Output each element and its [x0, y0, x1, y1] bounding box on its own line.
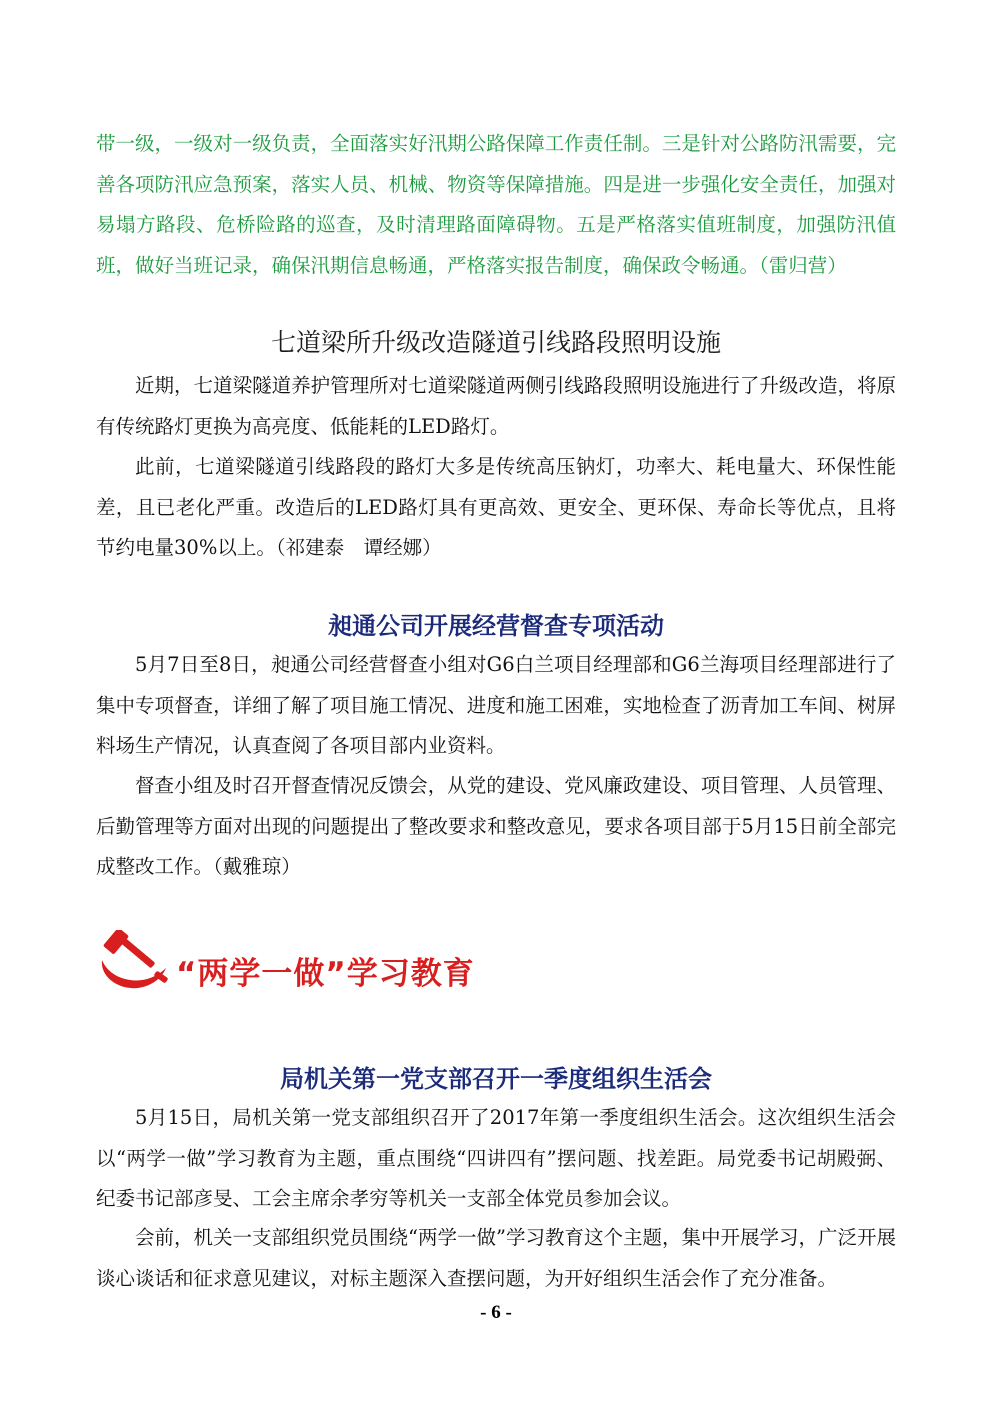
inspection-paragraph-2: 督查小组及时召开督查情况反馈会，从党的建设、党风廉政建设、项目管理、人员管理、后勤管理等方面对出现的问题提出了整改要求和整改意见，要求各项目部于5月15日前全部完成整改工作。（戴雅琼） [96, 774, 896, 878]
lighting-article-title: 七道梁所升级改造隧道引线路段照明设施 [270, 328, 721, 357]
lighting-paragraph-2: 此前，七道梁隧道引线路段的路灯大多是传统高压钠灯，功率大、耗电量大、环保性能差，且已老化严重。改造后的LED路灯具有更高效、更安全、更环保、寿命长等优点，且将节约电量30%以上。（祁建泰 谭经娜） [96, 455, 896, 559]
meeting-paragraph-2: 会前，机关一支部组织党员围绕“两学一做”学习教育这个主题，集中开展学习，广泛开展谈心谈话和征求意见建议，对标主题深入查摆问题，为开好组织生活会作了充分准备。 [96, 1226, 896, 1290]
lighting-paragraph-1: 近期，七道梁隧道养护管理所对七道梁隧道两侧引线路段照明设施进行了升级改造，将原有传统路灯更换为高亮度、低能耗的LED路灯。 [96, 374, 896, 438]
hammer-sickle-icon [94, 930, 172, 994]
inspection-article-title: 昶通公司开展经营督查专项活动 [328, 611, 664, 640]
flood-article-continuation: 带一级，一级对一级负责，全面落实好汛期公路保障工作责任制。三是针对公路防汛需要，完善各项防汛应急预案，落实人员、机械、物资等保障措施。四是进一步强化安全责任，加强对易塌方路段、危桥险路的巡查，及时清理路面障碍物。五是严格落实值班制度，加强防汛值班，做好当班记录，确保汛期信息畅通，严格落实报告制度，确保政令畅通。（雷归营） [96, 132, 896, 277]
section-title: “两学一做”学习教育 [176, 956, 475, 992]
meeting-article-title: 局机关第一党支部召开一季度组织生活会 [280, 1064, 712, 1093]
section-banner [94, 930, 514, 1000]
page-number: - 6 - [480, 1302, 512, 1323]
meeting-paragraph-1: 5月15日，局机关第一党支部组织召开了2017年第一季度组织生活会。这次组织生活会以“两学一做”学习教育为主题，重点围绕“四讲四有”摆问题、找差距。局党委书记胡殿弼、纪委书记部彦旻、工会主席余孝穷等机关一支部全体党员参加会议。 [96, 1106, 896, 1210]
inspection-paragraph-1: 5月7日至8日，昶通公司经营督查小组对G6白兰项目经理部和G6兰海项目经理部进行了集中专项督查，详细了解了项目施工情况、进度和施工困难，实地检查了沥青加工车间、树屏料场生产情况，认真查阅了各项目部内业资料。 [96, 653, 896, 757]
